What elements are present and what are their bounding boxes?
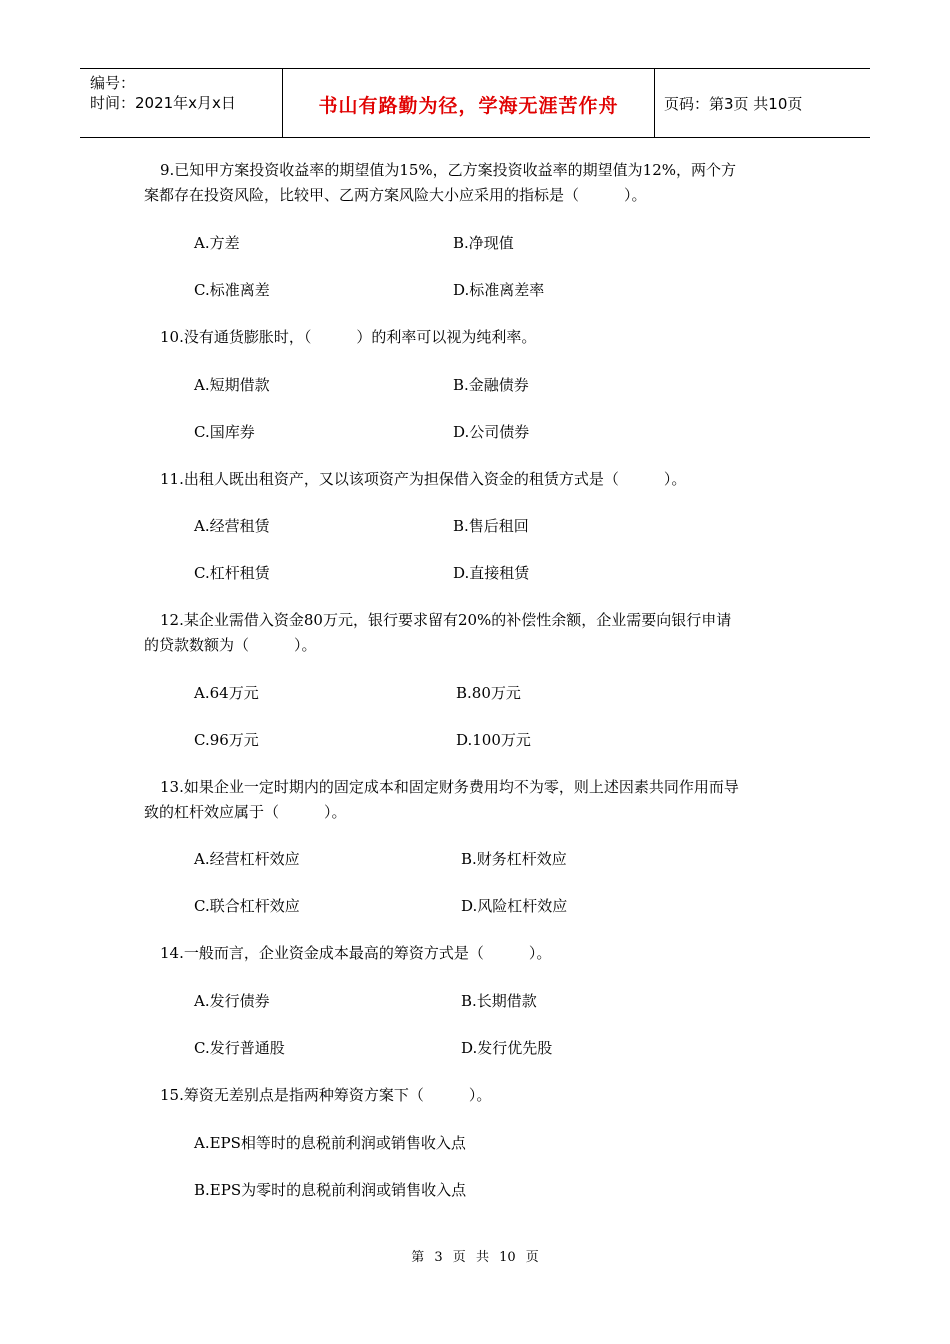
- page-footer: [0, 1246, 950, 1265]
- question-text: 9.已知甲方案投资收益率的期望值为15%，乙方案投资收益率的期望值为12%，两个方: [160, 161, 736, 179]
- question-10: [144, 325, 814, 350]
- option-d: D.公司债券: [453, 423, 530, 441]
- option-a: A.EPS相等时的息税前利润或销售收入点: [194, 1134, 466, 1152]
- option-b: B.金融债券: [453, 376, 529, 394]
- option-d: D.发行优先股: [461, 1039, 553, 1057]
- option-c: C.联合杠杆效应: [194, 897, 300, 915]
- header-motto-cell: [282, 69, 655, 137]
- footer-word: 页: [525, 1250, 539, 1265]
- question-text: 10.没有通货膨胀时，（ ）的利率可以视为纯利率。: [160, 328, 537, 346]
- question-13: [144, 775, 814, 825]
- question-text: 11.出租人既出租资产，又以该项资产为担保借入资金的租赁方式是（ ）。: [160, 470, 687, 488]
- question-15: [144, 1083, 814, 1108]
- question-11: [144, 467, 814, 492]
- option-d: D.100万元: [456, 731, 531, 749]
- footer-page-number: 3: [434, 1250, 443, 1265]
- question-9: [144, 158, 814, 208]
- question-12: [144, 608, 814, 658]
- question-text: 14.一般而言，企业资金成本最高的筹资方式是（ ）。: [160, 944, 552, 962]
- footer-word: 第: [411, 1250, 425, 1265]
- option-a: A.发行债券: [194, 992, 270, 1010]
- option-c: C.标准离差: [194, 281, 270, 299]
- question-14: [144, 941, 814, 966]
- question-text: 15.筹资无差别点是指两种筹资方案下（ ）。: [160, 1086, 492, 1104]
- option-a: A.经营租赁: [194, 517, 270, 535]
- footer-word: 页: [452, 1250, 466, 1265]
- option-b: B.财务杠杆效应: [461, 850, 567, 868]
- option-b: B.EPS为零时的息税前利润或销售收入点: [194, 1181, 467, 1199]
- question-text: 13.如果企业一定时期内的固定成本和固定财务费用均不为零，则上述因素共同作用而导: [160, 778, 739, 796]
- date-label: 时间：2021年x月x日: [90, 94, 236, 112]
- footer-total-pages: 10: [499, 1250, 516, 1265]
- question-text-cont: 的贷款数额为（ ）。: [144, 636, 317, 654]
- header-meta: [80, 69, 282, 137]
- header-page-info: 页码：第3页 共10页: [664, 94, 803, 113]
- option-c: C.发行普通股: [194, 1039, 285, 1057]
- page-header: [80, 68, 870, 138]
- serial-number-label: 编号：: [90, 74, 136, 92]
- option-d: D.直接租赁: [453, 564, 530, 582]
- question-text: 12.某企业需借入资金80万元，银行要求留有20%的补偿性余额，企业需要向银行申请: [160, 611, 732, 629]
- option-a: A.方差: [194, 234, 240, 252]
- question-text-cont: 案都存在投资风险，比较甲、乙两方案风险大小应采用的指标是（ ）。: [144, 186, 647, 204]
- option-d: D.标准离差率: [453, 281, 545, 299]
- question-text-cont: 致的杠杆效应属于（ ）。: [144, 803, 347, 821]
- option-d: D.风险杠杆效应: [461, 897, 568, 915]
- option-b: B.80万元: [456, 684, 521, 702]
- option-b: B.长期借款: [461, 992, 537, 1010]
- option-c: C.96万元: [194, 731, 259, 749]
- option-a: A.64万元: [194, 684, 259, 702]
- option-b: B.售后租回: [453, 517, 529, 535]
- header-motto: 书山有路勤为径，学海无涯苦作舟: [318, 95, 619, 117]
- footer-word: 共: [475, 1250, 489, 1265]
- option-a: A.经营杠杆效应: [194, 850, 300, 868]
- option-c: C.杠杆租赁: [194, 564, 270, 582]
- option-b: B.净现值: [453, 234, 514, 252]
- option-a: A.短期借款: [194, 376, 270, 394]
- option-c: C.国库券: [194, 423, 255, 441]
